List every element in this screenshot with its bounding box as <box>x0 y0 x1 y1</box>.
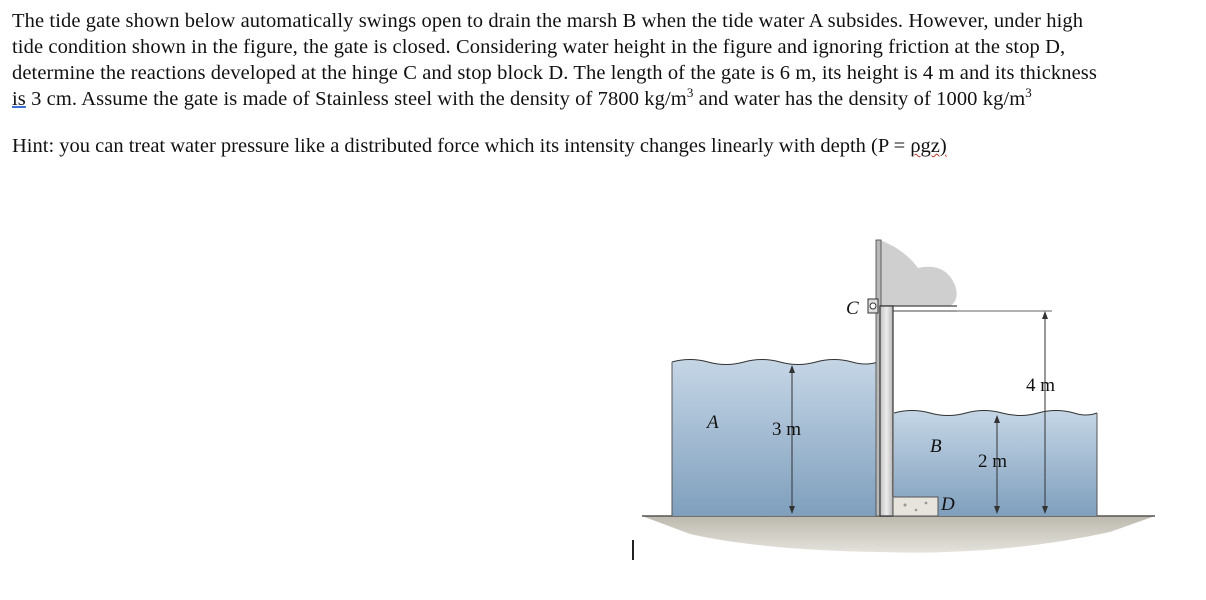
problem-line-4-text: 3 cm. Assume the gate is made of Stainless steel with the density of 7800 kg/m <box>31 88 687 110</box>
stop-block-texture-1 <box>904 504 907 507</box>
superscript-3: 3 <box>686 85 694 101</box>
stop-block-D <box>893 497 938 516</box>
underlined-word: is <box>12 88 26 110</box>
hinge-C <box>870 303 876 309</box>
problem-line-4-tail: and water has the density of 1000 kg/m <box>693 88 1026 110</box>
problem-line-3: determine the reactions developed at the hinge C and stop block D. The length of the gate is 6 m, its height is 4 m and its thickness <box>12 62 1097 84</box>
gate <box>880 306 893 516</box>
label-dim-B: 2 m <box>978 451 1008 472</box>
text-cursor <box>632 540 634 560</box>
problem-line-2: tide condition shown in the figure, the gate is closed. Considering water height in the figure and ignoring friction at the stop D, <box>12 36 1066 58</box>
label-A: A <box>707 412 719 433</box>
hint-prefix: Hint: you can treat water pressure like a distributed force which its intensity changes linearly with depth (P = <box>12 135 911 157</box>
dim-gate-arrow-top <box>1042 311 1048 319</box>
hint-formula: ρgz) <box>910 135 947 157</box>
ground <box>642 516 1155 553</box>
label-D: D <box>941 494 955 515</box>
stop-block-texture-3 <box>925 502 928 505</box>
label-C: C <box>846 298 859 319</box>
label-dim-A: 3 m <box>772 419 802 440</box>
cloud-shape <box>880 240 957 306</box>
problem-line-1: The tide gate shown below automatically swings open to drain the marsh B when the tide water A subsides. However, under high <box>12 10 1084 32</box>
label-dim-gate: 4 m <box>1026 375 1056 396</box>
superscript-3b: 3 <box>1025 85 1032 101</box>
stop-block-texture-2 <box>915 509 918 512</box>
label-B: B <box>930 436 942 457</box>
